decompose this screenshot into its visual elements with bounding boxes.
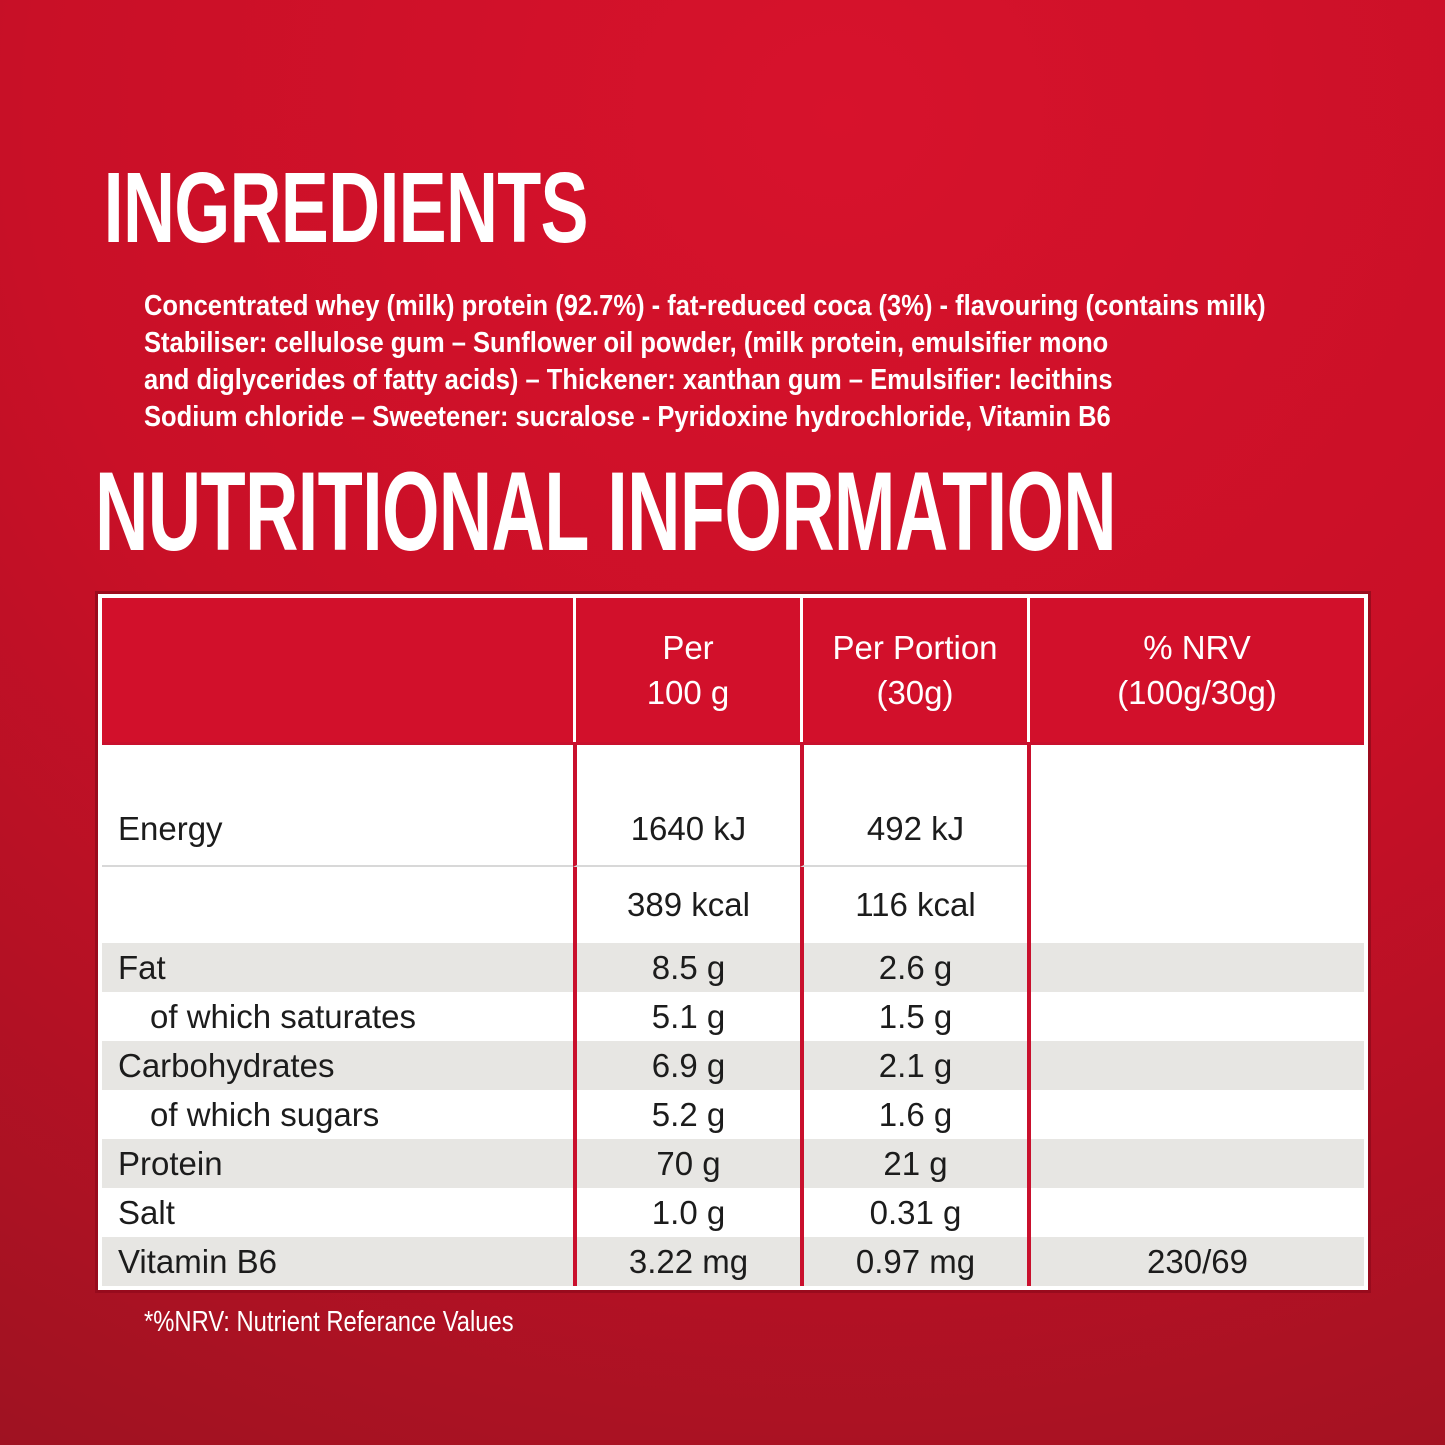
value-nrv xyxy=(1027,867,1364,943)
table-body xyxy=(102,742,1364,1286)
value-per-portion: 1.6 g xyxy=(800,1090,1027,1139)
table-row-fat xyxy=(102,943,1364,992)
value-nrv xyxy=(1027,1090,1364,1139)
header-line: 100 g xyxy=(646,674,730,711)
value-nrv xyxy=(1027,793,1364,867)
ingredients-line: Stabiliser: cellulose gum – Sunflower oil powder, (milk protein, emulsifier mono xyxy=(144,327,1109,359)
table-row-energy-kj xyxy=(102,793,1364,867)
nrv-footnote: *%NRV: Nutrient Referance Values xyxy=(144,1306,514,1338)
value-per-portion: 2.6 g xyxy=(800,943,1027,992)
value-per-100g: 1.0 g xyxy=(573,1188,800,1237)
table-row-saturates xyxy=(102,992,1364,1041)
row-label xyxy=(102,745,573,793)
row-label: Carbohydrates xyxy=(118,1046,335,1084)
value-per-100g: 389 kcal xyxy=(573,867,800,943)
value-nrv xyxy=(1027,1139,1364,1188)
value-per-100g: 5.1 g xyxy=(573,992,800,1041)
value-per-100g: 8.5 g xyxy=(573,943,800,992)
value-per-portion: 492 kJ xyxy=(800,793,1027,867)
value-nrv xyxy=(1027,1188,1364,1237)
header-line: (30g) xyxy=(876,674,954,711)
nutrition-title: NUTRITIONAL INFORMATION xyxy=(95,449,1117,574)
value-per-100g: 5.2 g xyxy=(573,1090,800,1139)
value-per-portion: 1.5 g xyxy=(800,992,1027,1041)
ingredients-line: Sodium chloride – Sweetener: sucralose - Pyridoxine hydrochloride, Vitamin B6 xyxy=(144,401,1111,433)
header-line: % NRV xyxy=(1143,629,1251,666)
value-per-portion: 21 g xyxy=(800,1139,1027,1188)
value-nrv xyxy=(1027,943,1364,992)
ingredients-line: and diglycerides of fatty acids) – Thickener: xanthan gum – Emulsifier: lecithins xyxy=(144,364,1113,396)
table-header-row xyxy=(102,598,1364,742)
nutrition-table xyxy=(98,594,1368,1290)
value-per-100g: 70 g xyxy=(573,1139,800,1188)
value-per-100g: 3.22 mg xyxy=(573,1237,800,1286)
table-row-energy-kcal xyxy=(102,867,1364,943)
header-line: Per Portion xyxy=(832,629,998,666)
table-row-protein xyxy=(102,1139,1364,1188)
header-line: Per xyxy=(662,629,714,666)
table-row-carbohydrates xyxy=(102,1041,1364,1090)
table-row-sugars xyxy=(102,1090,1364,1139)
row-label: Energy xyxy=(102,793,573,867)
value-nrv: 230/69 xyxy=(1027,1237,1364,1286)
value-per-100g: 6.9 g xyxy=(573,1041,800,1090)
table-row-salt xyxy=(102,1188,1364,1237)
row-label: Protein xyxy=(118,1144,223,1182)
header-cell-per-100g xyxy=(573,598,800,742)
row-label: Vitamin B6 xyxy=(118,1242,277,1280)
row-label: of which sugars xyxy=(150,1095,380,1133)
value-per-portion: 0.31 g xyxy=(800,1188,1027,1237)
value-per-portion: 0.97 mg xyxy=(800,1237,1027,1286)
header-cell-nrv xyxy=(1027,598,1364,742)
table-row-vitamin-b6 xyxy=(102,1237,1364,1286)
value-per-100g xyxy=(573,745,800,793)
value-nrv xyxy=(1027,745,1364,793)
header-cell-per-portion xyxy=(800,598,1027,742)
value-nrv xyxy=(1027,992,1364,1041)
value-nrv xyxy=(1027,1041,1364,1090)
ingredients-title: INGREDIENTS xyxy=(103,152,588,264)
row-label: Fat xyxy=(118,948,166,986)
header-cell-nutrient xyxy=(102,598,573,742)
ingredients-line: Concentrated whey (milk) protein (92.7%) - fat-reduced coca (3%) - flavouring (contains milk) xyxy=(144,290,1266,322)
row-label: of which saturates xyxy=(150,997,416,1035)
row-label: Salt xyxy=(118,1193,175,1231)
value-per-100g: 1640 kJ xyxy=(573,793,800,867)
ingredients-text xyxy=(144,288,1289,436)
table-row-spacer xyxy=(102,745,1364,793)
row-label xyxy=(102,867,573,943)
value-per-portion xyxy=(800,745,1027,793)
header-line: (100g/30g) xyxy=(1117,674,1277,711)
value-per-portion: 116 kcal xyxy=(800,867,1027,943)
value-per-portion: 2.1 g xyxy=(800,1041,1027,1090)
